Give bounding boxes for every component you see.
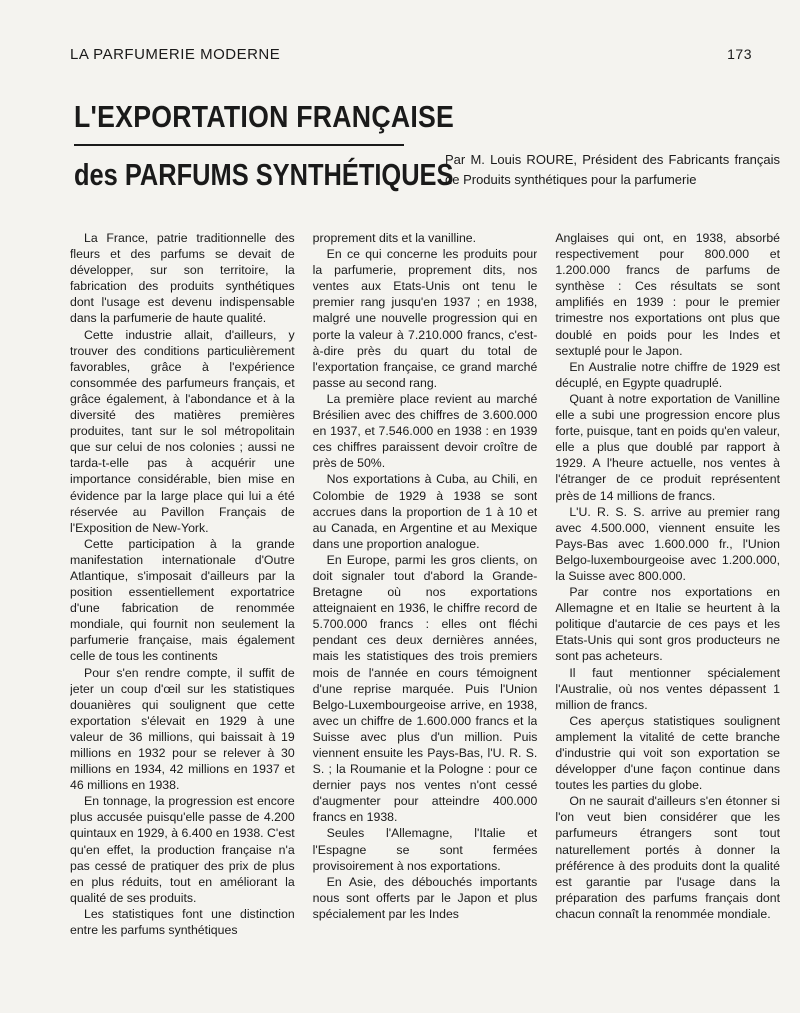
paragraph: Cette industrie allait, d'ailleurs, y trouver des conditions particulièrement favorables, grâce à l'expérience consommée des parfumeurs français, et grâce également, à l'abondance et à la diversité des matières premières produites, tant sur le sol métropolitain que sur celui de nos colonies ; aussi ne tarda-t-elle pas à acquérir une importance considérable, bien mise en évidence par la large place qui lui a été réservée au Pavillon Français de l'Exposition de New-York. (70, 327, 295, 535)
paragraph: Les statistiques font une distinction entre les parfums synthétiques (70, 906, 295, 938)
paragraph: Quant à notre exportation de Vanilline elle a subi une progression encore plus forte, puisque, tant en poids qu'en valeur, elle a plus que doublé par rapport à 1929. A l'heure actuelle, nos ventes à l'étranger de ce produit représentent près de 14 millions de francs. (555, 391, 781, 503)
paragraph: Anglaises qui ont, en 1938, absorbé respectivement pour 800.000 et 1.200.000 francs de parfums de synthèse : Ces résultats se sont amplifiés en 1939 : pour le premier trimestre nos exportations ont plus que doublé en poids pour les Indes et sextuplé pour le Japon. (555, 231, 781, 358)
column-2 (313, 230, 538, 965)
article-title (74, 98, 455, 194)
author-byline: Par M. Louis ROURE, Président des Fabricants français de Produits synthétiques pour la parfumerie (445, 152, 780, 187)
paragraph: Seules l'Allemagne, l'Italie et l'Espagne se sont fermées provisoirement à nos exportations. (312, 826, 538, 873)
paragraph: En Europe, parmi les gros clients, on doit signaler tout d'abord la Grande-Bretagne où nos exportations atteignaient en 1936, le chiffre record de 5.700.000 francs : elles ont fléchi pendant ces deux dernières années, mais les statistiques des trois premiers mois de l'année en cours témoignent d'une reprise marquée. Puis l'Union Belgo-Luxembourgeoise arrive, en 1938, avec un chiffre de 1.600.000 francs et la Suisse avec plus d'un million. Puis viennent ensuite les Pays-Bas, l'U. R. S. S. ; la Roumanie et la Pologne : pour ce dernier pays nos ventes n'ont cessé d'augmenter pour atteindre 400.000 francs en 1938. (312, 552, 538, 825)
paragraph: En Australie notre chiffre de 1929 est décuplé, en Egypte quadruplé. (555, 359, 781, 390)
title-line-1: L'EXPORTATION FRANÇAISE (74, 99, 455, 134)
paragraph: La France, patrie traditionnelle des fleurs et des parfums se devait de développer, sur son territoire, la fabrication des produits synthétiques dont l'usage est devenu indispensable dans la parfumerie de haute qualité. (70, 231, 295, 326)
title-line-2: des PARFUMS SYNTHÉTIQUES (74, 157, 454, 192)
paragraph: Ces aperçus statistiques soulignent amplement la vitalité de cette branche d'industrie qui voit son exportation se développer d'une façon continue dans toutes les parties du globe. (555, 713, 781, 793)
article-body (70, 230, 780, 965)
paragraph: La première place revient au marché Brésilien avec des chiffres de 3.600.000 en 1937, et 7.546.000 en 1938 : en 1939 ces chiffres paraissent devoir croître de près de 50%. (312, 391, 538, 471)
paragraph: Nos exportations à Cuba, au Chili, en Colombie de 1929 à 1938 se sont accrues dans la proportion de 1 à 10 et au Canada, en Argentine et au Mexique dans une proportion analogue. (312, 472, 538, 551)
paragraph: En tonnage, la progression est encore plus accusée puisqu'elle passe de 4.200 quintaux en 1929, à 6.400 en 1938. C'est qu'en effet, la production française n'a pas cessé de pratiquer des prix de plus en plus réduits, tout en améliorant la qualité de ses produits. (70, 794, 295, 905)
paragraph: En Asie, des débouchés importants nous sont offerts par le Japon et plus spécialement par les Indes (312, 874, 538, 921)
paragraph: En ce qui concerne les produits pour la parfumerie, proprement dits, nos ventes aux Etats-Unis ont tenu le premier rang jusqu'en 1937 ; en 1938, malgré une nouvelle progression qui en porte la valeur à 7.210.000 francs, c'est-à-dire près du quart du total de l'exportation française, ce grand marché passe au second rang. (312, 247, 538, 390)
paragraph: Il faut mentionner spécialement l'Australie, où nos ventes dépassent 1 million de francs. (555, 665, 781, 712)
paragraph: L'U. R. S. S. arrive au premier rang avec 4.500.000, viennent ensuite les Pays-Bas avec 1.600.000 fr., l'Union Belgo-luxembourgeoise avec 1.200.000, la Suisse avec 800.000. (555, 504, 781, 583)
paragraph: proprement dits et la vanilline. (312, 231, 477, 245)
paragraph: Par contre nos exportations en Allemagne et en Italie se heurtent à la politique d'autarcie de ces pays et les Etats-Unis qui sont gros producteurs ne sont pas acheteurs. (555, 585, 781, 664)
paragraph: On ne saurait d'ailleurs s'en étonner si l'on veut bien considérer que les parfumeurs étrangers sont tout naturellement portés à donner la préférence à des produits dont la qualité est garantie par l'usage dans la préparation des parfums français dont chacun connaît la renommée mondiale. (555, 794, 781, 921)
page-number: 173 (727, 46, 752, 62)
column-1 (70, 230, 295, 965)
journal-name: LA PARFUMERIE MODERNE (70, 46, 281, 63)
title-divider (74, 144, 404, 146)
paragraph: Cette participation à la grande manifestation internationale d'Outre Atlantique, s'imposait d'ailleurs par la position essentiellement exportatrice d'une fabrication de renommée mondiale, qui fournit non seulement la parfumerie française, mais également celle de tous les continents (70, 536, 295, 664)
column-3 (555, 230, 780, 965)
paragraph: Pour s'en rendre compte, il suffit de jeter un coup d'œil sur les statistiques douanières qui soulignent que cette exportation s'élevait en 1929 à une valeur de 36 millions, qui baissait à 19 millions en 1932 pour se relever à 30 millions en 1934, 42 millions en 1937 et 46 millions en 1938. (70, 665, 295, 793)
